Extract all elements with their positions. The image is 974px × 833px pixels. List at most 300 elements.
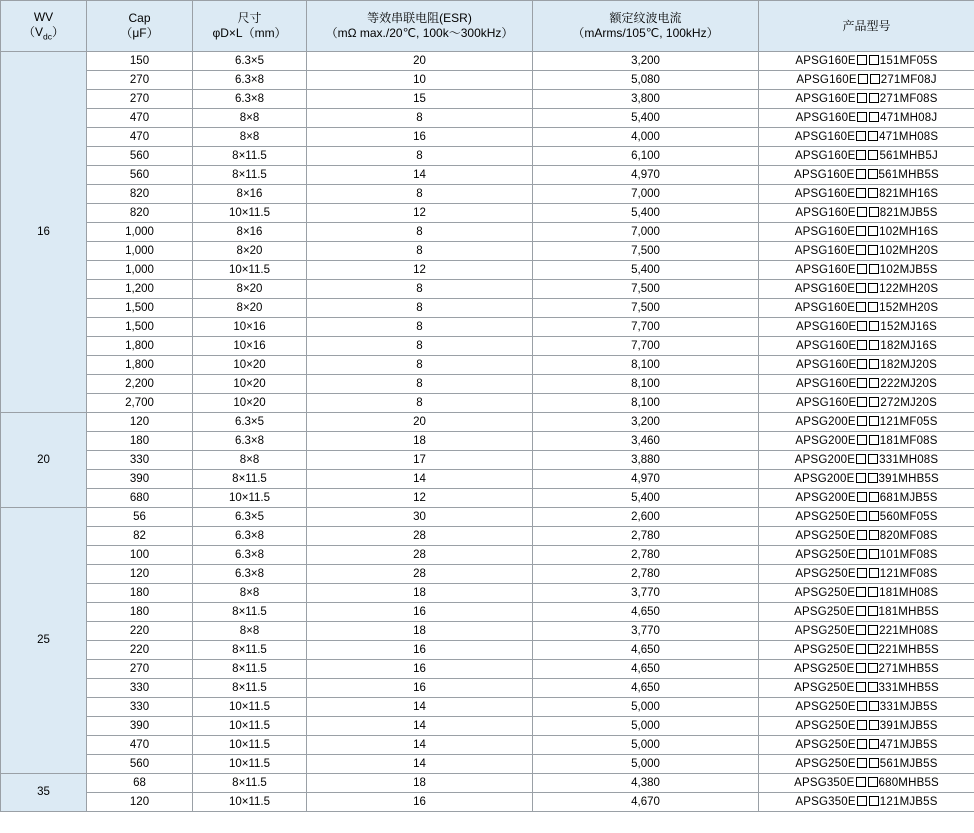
cell-size: 10×11.5 (193, 489, 307, 508)
cell-ripple-current: 7,700 (533, 318, 759, 337)
part-number-suffix: 680MHB5S (878, 776, 939, 789)
header-ripple-line2: （mArms/105℃, 100kHz） (572, 26, 719, 40)
table-row (1, 793, 974, 812)
table-row (1, 660, 974, 679)
cell-size: 6.3×8 (193, 71, 307, 90)
part-number-suffix: 152MJ16S (880, 320, 937, 333)
cell-esr: 8 (307, 280, 533, 299)
part-number-suffix: 331MHB5S (878, 681, 939, 694)
cell-capacitance: 100 (87, 546, 193, 565)
table-row (1, 318, 974, 337)
part-number-option-box-icon (856, 606, 866, 616)
part-number-prefix: APSG160E (795, 396, 857, 409)
part-number-prefix: APSG160E (794, 282, 856, 295)
cell-esr: 8 (307, 394, 533, 413)
part-number-suffix: 821MJB5S (879, 206, 938, 219)
cell-capacitance: 150 (87, 52, 193, 71)
part-number-prefix: APSG160E (794, 168, 855, 181)
part-number-option-box-icon (869, 758, 879, 768)
cell-part-number (759, 527, 974, 546)
cell-capacitance: 2,700 (87, 394, 193, 413)
part-number-option-box-icon (856, 226, 866, 236)
cell-capacitance: 560 (87, 755, 193, 774)
cell-size: 8×11.5 (193, 603, 307, 622)
part-number-option-box-icon (869, 530, 879, 540)
cell-part-number (759, 641, 974, 660)
part-number-prefix: APSG160E (795, 111, 857, 124)
part-number-prefix: APSG250E (795, 719, 856, 732)
cell-size: 8×8 (193, 109, 307, 128)
cell-ripple-current: 2,780 (533, 527, 759, 546)
part-number-suffix: 102MH16S (879, 225, 939, 238)
header-cap-line2: （μF） (120, 26, 159, 40)
part-number-prefix: APSG250E (795, 567, 856, 580)
part-number-suffix: 181MHB5S (878, 605, 939, 618)
part-number-option-box-icon (857, 758, 867, 768)
cell-ripple-current: 4,650 (533, 660, 759, 679)
cell-ripple-current: 3,770 (533, 622, 759, 641)
part-number-option-box-icon (869, 435, 879, 445)
part-number-prefix: APSG160E (795, 339, 857, 352)
cell-esr: 8 (307, 337, 533, 356)
cell-size: 6.3×8 (193, 432, 307, 451)
part-number-prefix: APSG250E (794, 681, 855, 694)
part-number-prefix: APSG160E (795, 54, 856, 67)
cell-ripple-current: 7,700 (533, 337, 759, 356)
cell-ripple-current: 3,460 (533, 432, 759, 451)
cell-esr: 18 (307, 584, 533, 603)
part-number-option-box-icon (869, 207, 879, 217)
table-row (1, 356, 974, 375)
cell-esr: 12 (307, 261, 533, 280)
part-number-option-box-icon (856, 682, 866, 692)
cell-ripple-current: 4,650 (533, 603, 759, 622)
part-number-option-box-icon (857, 264, 867, 274)
cell-capacitance: 330 (87, 451, 193, 470)
table-row (1, 375, 974, 394)
table-row (1, 717, 974, 736)
cell-size: 8×11.5 (193, 679, 307, 698)
column-header-ripple (533, 1, 759, 52)
part-number-option-box-icon (856, 777, 866, 787)
table-row (1, 755, 974, 774)
part-number-suffix: 271MF08J (880, 73, 937, 86)
cell-size: 6.3×8 (193, 527, 307, 546)
cell-capacitance: 1,200 (87, 280, 193, 299)
cell-size: 10×11.5 (193, 698, 307, 717)
part-number-option-box-icon (857, 397, 867, 407)
part-number-option-box-icon (857, 207, 867, 217)
part-number-option-box-icon (857, 340, 867, 350)
part-number-suffix: 561MHB5S (878, 168, 939, 181)
cell-part-number (759, 52, 974, 71)
cell-capacitance: 1,000 (87, 242, 193, 261)
cell-size: 8×8 (193, 128, 307, 147)
part-number-suffix: 391MJB5S (879, 719, 938, 732)
part-number-suffix: 101MF08S (879, 548, 938, 561)
part-number-suffix: 681MJB5S (879, 491, 938, 504)
column-header-part-number (759, 1, 974, 52)
part-number-option-box-icon (856, 454, 866, 464)
cell-part-number (759, 394, 974, 413)
cell-capacitance: 560 (87, 147, 193, 166)
cell-ripple-current: 8,100 (533, 375, 759, 394)
cell-part-number (759, 318, 974, 337)
cell-capacitance: 56 (87, 508, 193, 527)
part-number-prefix: APSG160E (795, 92, 856, 105)
cell-part-number (759, 261, 974, 280)
part-number-prefix: APSG200E (794, 472, 855, 485)
cell-capacitance: 220 (87, 641, 193, 660)
cell-size: 10×16 (193, 337, 307, 356)
part-number-suffix: 271MF08S (879, 92, 938, 105)
part-number-option-box-icon (856, 188, 866, 198)
header-size-line2: φD×L（mm） (212, 26, 287, 40)
part-number-prefix: APSG160E (795, 206, 856, 219)
part-number-option-box-icon (869, 796, 879, 806)
part-number-option-box-icon (868, 226, 878, 236)
cell-part-number (759, 90, 974, 109)
cell-size: 8×11.5 (193, 774, 307, 793)
cell-esr: 30 (307, 508, 533, 527)
part-number-option-box-icon (868, 473, 878, 483)
cell-ripple-current: 7,500 (533, 242, 759, 261)
cell-capacitance: 1,500 (87, 318, 193, 337)
part-number-option-box-icon (857, 492, 867, 502)
cell-capacitance: 270 (87, 90, 193, 109)
cell-ripple-current: 4,650 (533, 641, 759, 660)
part-number-option-box-icon (868, 644, 878, 654)
header-size-line1: 尺寸 (237, 11, 262, 25)
table-row (1, 52, 974, 71)
cell-size: 8×11.5 (193, 147, 307, 166)
part-number-suffix: 121MJB5S (879, 795, 938, 808)
cell-esr: 8 (307, 223, 533, 242)
cell-part-number (759, 774, 974, 793)
part-number-prefix: APSG160E (795, 377, 857, 390)
part-number-prefix: APSG250E (794, 605, 855, 618)
cell-size: 6.3×5 (193, 52, 307, 71)
part-number-suffix: 181MH08S (879, 586, 939, 599)
cell-size: 8×11.5 (193, 470, 307, 489)
part-number-option-box-icon (868, 302, 878, 312)
part-number-option-box-icon (856, 131, 866, 141)
cell-capacitance: 82 (87, 527, 193, 546)
part-number-option-box-icon (857, 112, 867, 122)
cell-ripple-current: 2,600 (533, 508, 759, 527)
table-row (1, 565, 974, 584)
column-header-size (193, 1, 307, 52)
cell-esr: 8 (307, 318, 533, 337)
part-number-prefix: APSG200E (795, 434, 856, 447)
part-number-prefix: APSG160E (794, 225, 856, 238)
cell-esr: 14 (307, 166, 533, 185)
cell-esr: 8 (307, 109, 533, 128)
cell-esr: 16 (307, 641, 533, 660)
cell-ripple-current: 5,080 (533, 71, 759, 90)
cell-esr: 16 (307, 679, 533, 698)
cell-capacitance: 120 (87, 793, 193, 812)
cell-ripple-current: 7,000 (533, 185, 759, 204)
cell-ripple-current: 5,400 (533, 204, 759, 223)
cell-part-number (759, 603, 974, 622)
part-number-option-box-icon (869, 397, 879, 407)
part-number-suffix: 561MHB5J (879, 149, 938, 162)
part-number-prefix: APSG160E (796, 73, 857, 86)
cell-part-number (759, 565, 974, 584)
cell-esr: 28 (307, 546, 533, 565)
part-number-prefix: APSG200E (795, 491, 856, 504)
part-number-option-box-icon (868, 682, 878, 692)
table-row (1, 204, 974, 223)
cell-ripple-current: 7,000 (533, 223, 759, 242)
part-number-suffix: 121MF05S (879, 415, 938, 428)
table-row (1, 394, 974, 413)
cell-part-number (759, 679, 974, 698)
table-row (1, 489, 974, 508)
cell-ripple-current: 4,970 (533, 470, 759, 489)
part-number-option-box-icon (858, 74, 868, 84)
part-number-prefix: APSG250E (795, 700, 856, 713)
part-number-suffix: 560MF05S (879, 510, 938, 523)
part-number-option-box-icon (857, 739, 867, 749)
part-number-prefix: APSG160E (795, 263, 856, 276)
cell-size: 10×16 (193, 318, 307, 337)
part-number-option-box-icon (868, 587, 878, 597)
part-number-option-box-icon (869, 93, 879, 103)
cell-part-number (759, 489, 974, 508)
cell-capacitance: 270 (87, 71, 193, 90)
part-number-option-box-icon (857, 416, 867, 426)
cell-capacitance: 820 (87, 185, 193, 204)
part-number-option-box-icon (869, 492, 879, 502)
part-number-option-box-icon (869, 739, 879, 749)
part-number-suffix: 471MH08S (879, 130, 939, 143)
cell-size: 8×20 (193, 280, 307, 299)
cell-part-number (759, 223, 974, 242)
part-number-prefix: APSG250E (795, 738, 856, 751)
part-number-option-box-icon (857, 435, 867, 445)
cell-size: 6.3×5 (193, 413, 307, 432)
part-number-option-box-icon (856, 169, 866, 179)
cell-capacitance: 330 (87, 698, 193, 717)
part-number-option-box-icon (868, 169, 878, 179)
cell-capacitance: 1,000 (87, 261, 193, 280)
table-row (1, 90, 974, 109)
cell-size: 10×11.5 (193, 717, 307, 736)
column-header-wv (1, 1, 87, 52)
cell-ripple-current: 8,100 (533, 394, 759, 413)
cell-ripple-current: 3,880 (533, 451, 759, 470)
cell-esr: 10 (307, 71, 533, 90)
cell-part-number (759, 508, 974, 527)
table-row (1, 185, 974, 204)
part-number-option-box-icon (856, 625, 866, 635)
cell-capacitance: 680 (87, 489, 193, 508)
part-number-prefix: APSG250E (794, 586, 856, 599)
part-number-option-box-icon (856, 283, 866, 293)
cell-esr: 8 (307, 356, 533, 375)
part-number-suffix: 821MH16S (879, 187, 939, 200)
cell-capacitance: 180 (87, 432, 193, 451)
part-number-option-box-icon (857, 511, 867, 521)
part-number-prefix: APSG160E (794, 130, 856, 143)
part-number-option-box-icon (869, 378, 879, 388)
part-number-prefix: APSG250E (795, 529, 856, 542)
cell-part-number (759, 717, 974, 736)
cell-ripple-current: 3,200 (533, 413, 759, 432)
cell-part-number (759, 698, 974, 717)
cell-ripple-current: 5,000 (533, 755, 759, 774)
cell-ripple-current: 5,000 (533, 698, 759, 717)
part-number-suffix: 272MJ20S (880, 396, 937, 409)
table-row (1, 128, 974, 147)
cell-esr: 16 (307, 660, 533, 679)
table-row (1, 508, 974, 527)
cell-part-number (759, 242, 974, 261)
cell-size: 8×20 (193, 242, 307, 261)
cell-size: 10×11.5 (193, 755, 307, 774)
table-row (1, 584, 974, 603)
part-number-suffix: 471MH08J (880, 111, 938, 124)
part-number-suffix: 222MJ20S (880, 377, 937, 390)
cell-part-number (759, 375, 974, 394)
cell-ripple-current: 5,400 (533, 109, 759, 128)
cell-capacitance: 1,800 (87, 356, 193, 375)
part-number-prefix: APSG160E (794, 187, 856, 200)
part-number-option-box-icon (869, 112, 879, 122)
part-number-option-box-icon (857, 549, 867, 559)
cell-part-number (759, 109, 974, 128)
cell-esr: 14 (307, 470, 533, 489)
part-number-option-box-icon (868, 454, 878, 464)
cell-part-number (759, 204, 974, 223)
column-header-cap (87, 1, 193, 52)
cell-part-number (759, 546, 974, 565)
cell-capacitance: 470 (87, 128, 193, 147)
part-number-suffix: 182MJ16S (880, 339, 937, 352)
header-part-number-line1: 产品型号 (842, 18, 891, 33)
cell-esr: 16 (307, 793, 533, 812)
cell-esr: 8 (307, 242, 533, 261)
cell-capacitance: 68 (87, 774, 193, 793)
part-number-option-box-icon (856, 644, 866, 654)
part-number-option-box-icon (868, 131, 878, 141)
cell-part-number (759, 432, 974, 451)
cell-capacitance: 330 (87, 679, 193, 698)
cell-esr: 14 (307, 755, 533, 774)
part-number-option-box-icon (868, 777, 878, 787)
cell-capacitance: 1,800 (87, 337, 193, 356)
table-row (1, 698, 974, 717)
part-number-option-box-icon (857, 55, 867, 65)
cell-esr: 14 (307, 736, 533, 755)
cell-working-voltage: 35 (1, 774, 87, 812)
header-cap-line1: Cap (128, 11, 151, 25)
cell-size: 10×20 (193, 356, 307, 375)
cell-capacitance: 390 (87, 470, 193, 489)
cell-esr: 12 (307, 204, 533, 223)
cell-size: 8×8 (193, 451, 307, 470)
part-number-option-box-icon (868, 283, 878, 293)
cell-capacitance: 120 (87, 565, 193, 584)
cell-part-number (759, 71, 974, 90)
cell-esr: 15 (307, 90, 533, 109)
cell-capacitance: 180 (87, 603, 193, 622)
part-number-suffix: 221MHB5S (878, 643, 939, 656)
part-number-option-box-icon (856, 587, 866, 597)
cell-ripple-current: 5,000 (533, 736, 759, 755)
cell-part-number (759, 280, 974, 299)
part-number-option-box-icon (869, 720, 879, 730)
part-number-prefix: APSG160E (795, 358, 857, 371)
part-number-option-box-icon (857, 796, 867, 806)
part-number-suffix: 121MF08S (879, 567, 938, 580)
part-number-suffix: 471MJB5S (879, 738, 938, 751)
cell-esr: 18 (307, 432, 533, 451)
part-number-option-box-icon (856, 663, 866, 673)
cell-part-number (759, 660, 974, 679)
part-number-option-box-icon (857, 568, 867, 578)
part-number-option-box-icon (869, 416, 879, 426)
cell-size: 10×11.5 (193, 261, 307, 280)
part-number-prefix: APSG250E (795, 548, 856, 561)
cell-capacitance: 560 (87, 166, 193, 185)
cell-capacitance: 820 (87, 204, 193, 223)
table-row (1, 71, 974, 90)
table-row (1, 470, 974, 489)
part-number-suffix: 122MH20S (879, 282, 939, 295)
cell-size: 10×11.5 (193, 793, 307, 812)
cell-size: 6.3×8 (193, 546, 307, 565)
table-row (1, 546, 974, 565)
cell-esr: 28 (307, 565, 533, 584)
part-number-suffix: 391MHB5S (878, 472, 939, 485)
part-number-prefix: APSG250E (795, 510, 856, 523)
part-number-suffix: 102MJB5S (879, 263, 938, 276)
cell-ripple-current: 2,780 (533, 565, 759, 584)
cell-esr: 17 (307, 451, 533, 470)
table-row (1, 337, 974, 356)
cell-esr: 8 (307, 299, 533, 318)
cell-capacitance: 270 (87, 660, 193, 679)
part-number-suffix: 221MH08S (879, 624, 939, 637)
cell-esr: 18 (307, 774, 533, 793)
cell-part-number (759, 147, 974, 166)
cell-size: 6.3×8 (193, 90, 307, 109)
cell-ripple-current: 8,100 (533, 356, 759, 375)
part-number-option-box-icon (856, 302, 866, 312)
cell-ripple-current: 5,000 (533, 717, 759, 736)
cell-ripple-current: 7,500 (533, 299, 759, 318)
header-row (1, 1, 974, 52)
header-wv-line2: $(V_{dc})$ (22, 24, 64, 42)
cell-part-number (759, 470, 974, 489)
part-number-option-box-icon (870, 74, 880, 84)
part-number-option-box-icon (869, 701, 879, 711)
cell-esr: 8 (307, 147, 533, 166)
cell-esr: 12 (307, 489, 533, 508)
cell-esr: 20 (307, 52, 533, 71)
part-number-option-box-icon (869, 340, 879, 350)
part-number-option-box-icon (869, 549, 879, 559)
table-row (1, 736, 974, 755)
cell-ripple-current: 3,800 (533, 90, 759, 109)
cell-size: 8×20 (193, 299, 307, 318)
cell-capacitance: 2,200 (87, 375, 193, 394)
cell-esr: 20 (307, 413, 533, 432)
cell-working-voltage: 25 (1, 508, 87, 774)
